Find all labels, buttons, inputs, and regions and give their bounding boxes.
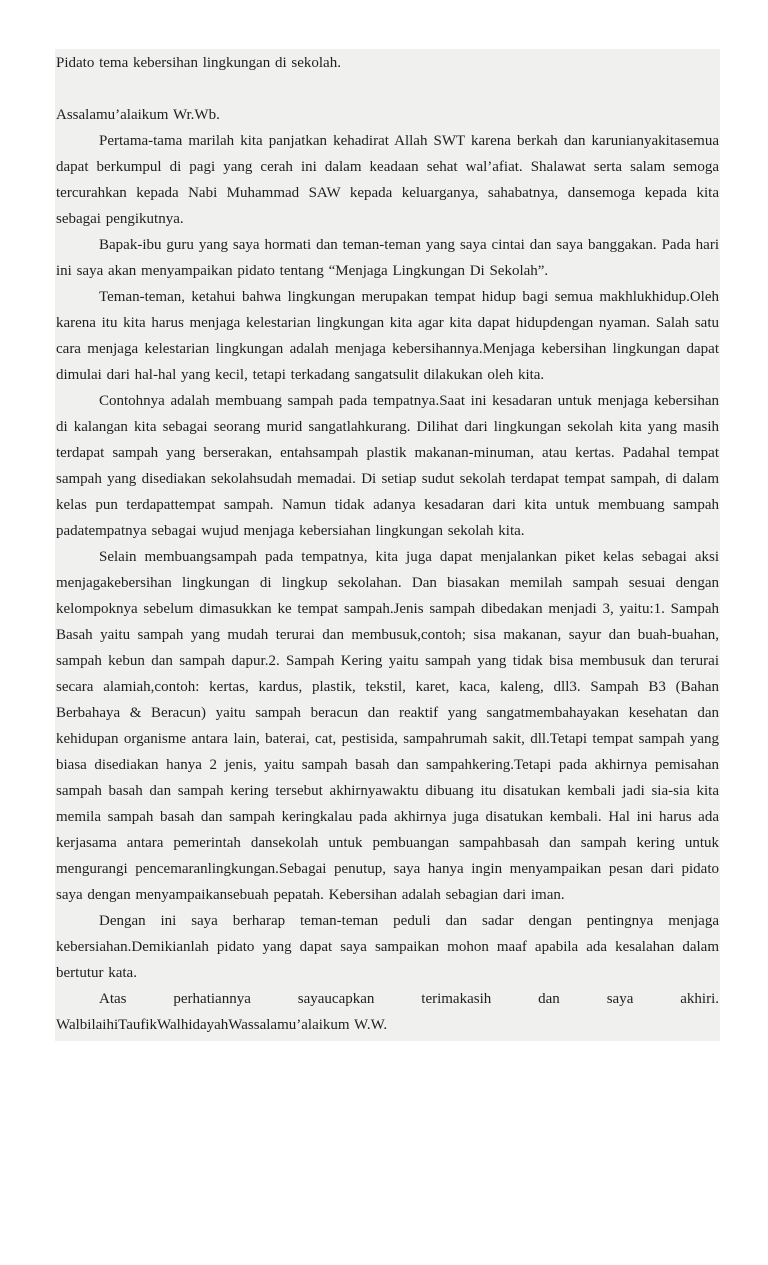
paragraph-salutation: Assalamu’alaikum Wr.Wb. (56, 107, 220, 123)
speech-text-block (55, 49, 720, 1041)
paragraph-littering-example: Contohnya adalah membuang sampah pada tempatnya.Saat ini kesadaran untuk menjaga kebersihan di kalangan kita sebagai seorang murid sangatlahkurang. Dilihat dari lingkungan sekolah kita yang masih terdapat sampah yang berserakan, entahsampah plastik makanan-minuman, atau kertas. Padahal tempat sampah yang disediakan sekolahsudah memadai. Di setiap sudut sekolah terdapat tempat sampah, di dalam kelas pun terdapattempat sampah. Namun tidak adanya kesadaran dari kita untuk membuang sampah padatempatnya sebagai wujud menjaga kebersiahan lingkungan sekolah kita. (56, 393, 719, 539)
paragraph-greeting: Bapak-ibu guru yang saya hormati dan teman-teman yang saya cintai dan saya banggakan. Pada hari ini saya akan menyampaikan pidato tentang “Menjaga Lingkungan Di Sekolah”. (56, 237, 719, 279)
paragraph-waste-types: Selain membuangsampah pada tempatnya, kita juga dapat menjalankan piket kelas sebagai aksi menjagakebersihan lingkungan di lingkup sekolahan. Dan biasakan memilah sampah sesuai dengan kelompoknya sebelum dimasukkan ke tempat sampah.Jenis sampah dibedakan menjadi 3, yaitu:1. Sampah Basah yaitu sampah yang mudah terurai dan membusuk,contoh; sisa makanan, sayur dan buah-buahan, sampah kebun dan sampah dapur.2. Sampah Kering yaitu sampah yang tidak bisa membusuk dan terurai secara alamiah,contoh: kertas, kardus, plastik, tekstil, karet, kaca, kaleng, dll3. Sampah B3 (Bahan Berbahaya & Beracun) yaitu sampah beracun dan reaktif yang sangatmembahayakan kesehatan dan kehidupan organisme antara lain, baterai, cat, pestisida, sampahrumah sakit, dll.Tetapi tempat sampah yang biasa disediakan hanya 2 jenis, yaitu sampah basah dan sampahkering.Tetapi pada akhirnya pemisahan sampah basah dan sampah kering tersebut akhirnyawaktu dibuang itu disatukan kembali jadi sia-sia kita memila sampah basah dan sampah keringkalau pada akhirnya juga disatukan kembali. Hal ini harus ada kerjasama antara pemerintah dansekolah untuk pembuangan sampahbasah dan sampah kering untuk mengurangi pencemaranlingkungan.Sebagai penutup, saya hanya ingin menyampaikan pesan dari pidato saya dengan menyampaikansebuah pepatah. Kebersihan adalah sebagian dari iman. (56, 549, 719, 903)
document-title: Pidato tema kebersihan lingkungan di sekolah. (56, 55, 341, 71)
paragraph-environment-intro: Teman-teman, ketahui bahwa lingkungan merupakan tempat hidup bagi semua makhlukhidup.Oleh karena itu kita harus menjaga kelestarian lingkungan kita agar kita dapat hidupdengan nyaman. Salah satu cara menjaga kelestarian lingkungan adalah menjaga kebersihannya.Menjaga kebersihan lingkungan dapat dimulai dari hal-hal yang kecil, tetapi terkadang sangatsulit dilakukan oleh kita. (56, 289, 719, 383)
paragraph-opening: Pertama-tama marilah kita panjatkan kehadirat Allah SWT karena berkah dan karunianyakitasemua dapat berkumpul di pagi yang cerah ini dalam keadaan sehat wal’afiat. Shalawat serta salam semoga tercurahkan kepada Nabi Muhammad SAW kepada keluarganya, sahabatnya, dansemoga kepada kita sebagai pengikutnya. (56, 133, 719, 227)
paragraph-hope: Dengan ini saya berharap teman-teman peduli dan sadar dengan pentingnya menjaga kebersiahan.Demikianlah pidato yang dapat saya sampaikan mohon maaf apabila ada kesalahan dalam bertutur kata. (56, 913, 719, 981)
paragraph-closing: Atas perhatiannya sayaucapkan terimakasih dan saya akhiri. WalbilaihiTaufikWalhidayahWassalamu’alaikum W.W. (56, 991, 719, 1033)
